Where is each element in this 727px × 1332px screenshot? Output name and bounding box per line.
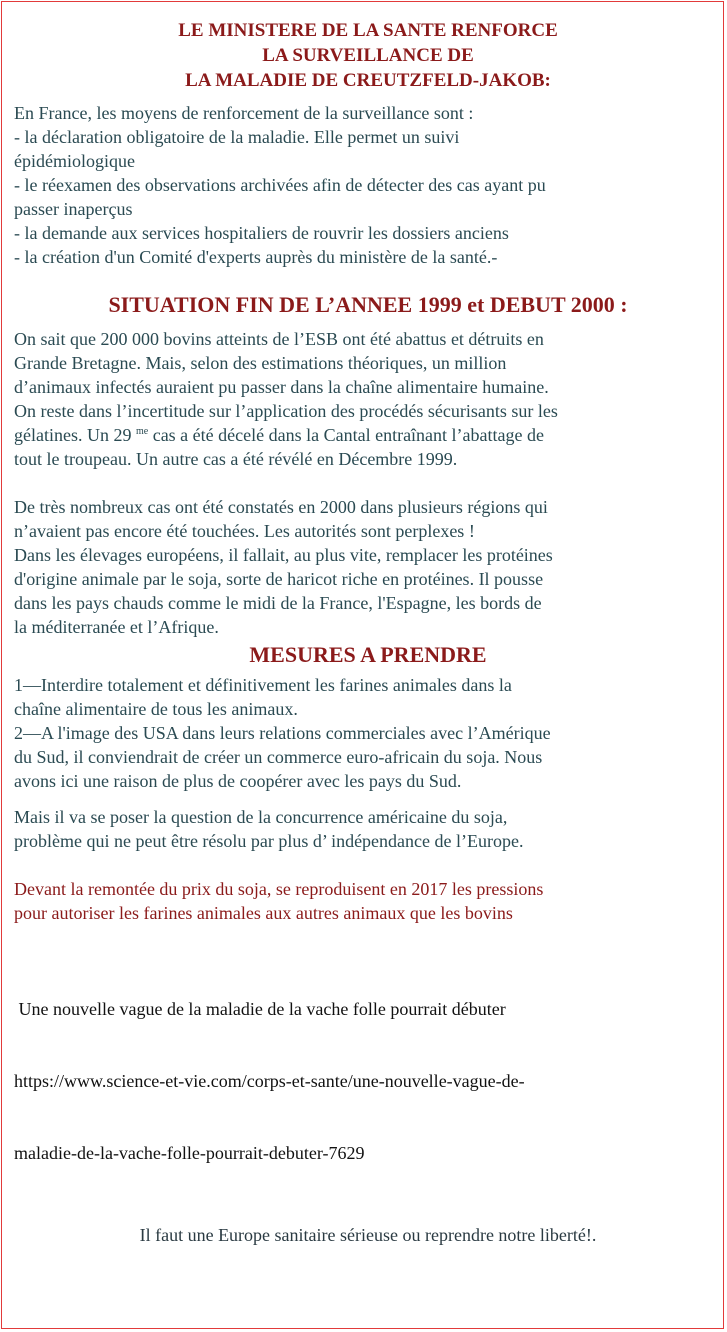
main-title-line-2: LA SURVEILLANCE DE: [262, 45, 474, 66]
situation-paragraph-2: [14, 495, 722, 639]
mesures-p1-line-4: du Sud, il conviendrait de créer un commerce euro-africain du soja. Nous: [14, 747, 543, 767]
article-content: [14, 14, 722, 1247]
situation-p2-line-3: Dans les élevages européens, il fallait, au plus vite, remplacer les protéines: [14, 545, 553, 565]
situation-p1-line-5: [14, 423, 722, 447]
mesures-p1-line-2: chaîne alimentaire de tous les animaux.: [14, 699, 298, 719]
situation-p2-line-1: De très nombreux cas ont été constatés en 2000 dans plusieurs régions qui: [14, 497, 548, 517]
situation-p2-line-5: dans les pays chauds comme le midi de la France, l'Espagne, les bords de: [14, 593, 542, 613]
situation-p2-line-4: d'origine animale par le soja, sorte de haricot riche en protéines. Il pousse: [14, 569, 544, 589]
mesures-paragraph-2: [14, 805, 722, 853]
intro-line-3: épidémiologique: [14, 151, 135, 171]
mesures-heading: MESURES A PRENDRE: [249, 642, 487, 667]
situation-p2-line-2: n’avaient pas encore été touchées. Les autorités sont perplexes !: [14, 521, 475, 541]
intro-line-2: - la déclaration obligatoire de la maladie. Elle permet un suivi: [14, 127, 460, 147]
mesures-p4-line-1: Une nouvelle vague de la maladie de la vache folle pourrait débuter: [14, 999, 506, 1019]
situation-p2-line-6: la méditerranée et l’Afrique.: [14, 617, 219, 637]
mesures-p1-line-3: 2—A l'image des USA dans leurs relations commerciales avec l’Amérique: [14, 723, 551, 743]
mesures-p3-line-2: pour autoriser les farines animales aux autres animaux que les bovins: [14, 903, 513, 923]
mesures-p2-line-1: Mais il va se poser la question de la concurrence américaine du soja,: [14, 807, 508, 827]
closing-statement: Il faut une Europe sanitaire sérieuse ou reprendre notre liberté!.: [139, 1225, 597, 1245]
mesures-paragraph-4: [14, 949, 722, 1213]
mesures-p3-line-1: Devant la remontée du prix du soja, se reproduisent en 2017 les pressions: [14, 879, 544, 899]
intro-paragraph: [14, 101, 722, 269]
situation-heading: SITUATION FIN DE L’ANNEE 1999 et DEBUT 2000 :: [108, 292, 628, 317]
situation-p1-line-1: On sait que 200 000 bovins atteints de l’ESB ont été abattus et détruits en: [14, 329, 544, 349]
situation-p1-line-5a: gélatines. Un 29: [14, 425, 136, 445]
main-title: [14, 18, 722, 93]
situation-p1-line-2: Grande Bretagne. Mais, selon des estimations théoriques, un million: [14, 353, 507, 373]
article-link[interactable]: https://www.science-et-vie.com/corps-et-sante/une-nouvelle-vague-de-: [14, 1071, 525, 1091]
situation-p1-line-4: On reste dans l’incertitude sur l’application des procédés sécurisants sur les: [14, 401, 558, 421]
intro-line-6: - la demande aux services hospitaliers de rouvrir les dossiers anciens: [14, 223, 509, 243]
intro-line-1: En France, les moyens de renforcement de la surveillance sont :: [14, 103, 474, 123]
intro-line-7: - la création d'un Comité d'experts auprès du ministère de la santé.-: [14, 247, 498, 267]
main-title-line-3: LA MALADIE DE CREUTZFELD-JAKOB:: [185, 70, 551, 91]
ordinal-superscript: me: [135, 426, 149, 437]
situation-paragraph-1: [14, 327, 722, 471]
intro-line-5: passer inaperçus: [14, 199, 133, 219]
main-title-line-1: LE MINISTERE DE LA SANTE RENFORCE: [178, 20, 558, 41]
situation-p1-line-5b: cas a été décelé dans la Cantal entraînant l’abattage de: [148, 425, 544, 445]
mesures-p2-line-2: problème qui ne peut être résolu par plus d’ indépendance de l’Europe.: [14, 831, 524, 851]
situation-p1-line-6: tout le troupeau. Un autre cas a été révélé en Décembre 1999.: [14, 449, 458, 469]
mesures-paragraph-3: [14, 877, 722, 925]
mesures-p1-line-1: 1—Interdire totalement et définitivement les farines animales dans la: [14, 675, 512, 695]
intro-line-4: - le réexamen des observations archivées afin de détecter des cas ayant pu: [14, 175, 546, 195]
mesures-p1-line-5: avons ici une raison de plus de coopérer avec les pays du Sud.: [14, 771, 462, 791]
mesures-paragraph-1: [14, 673, 722, 793]
article-link-continued[interactable]: maladie-de-la-vache-folle-pourrait-debuter-7629: [14, 1143, 365, 1163]
situation-p1-line-3: d’animaux infectés auraient pu passer dans la chaîne alimentaire humaine.: [14, 377, 549, 397]
